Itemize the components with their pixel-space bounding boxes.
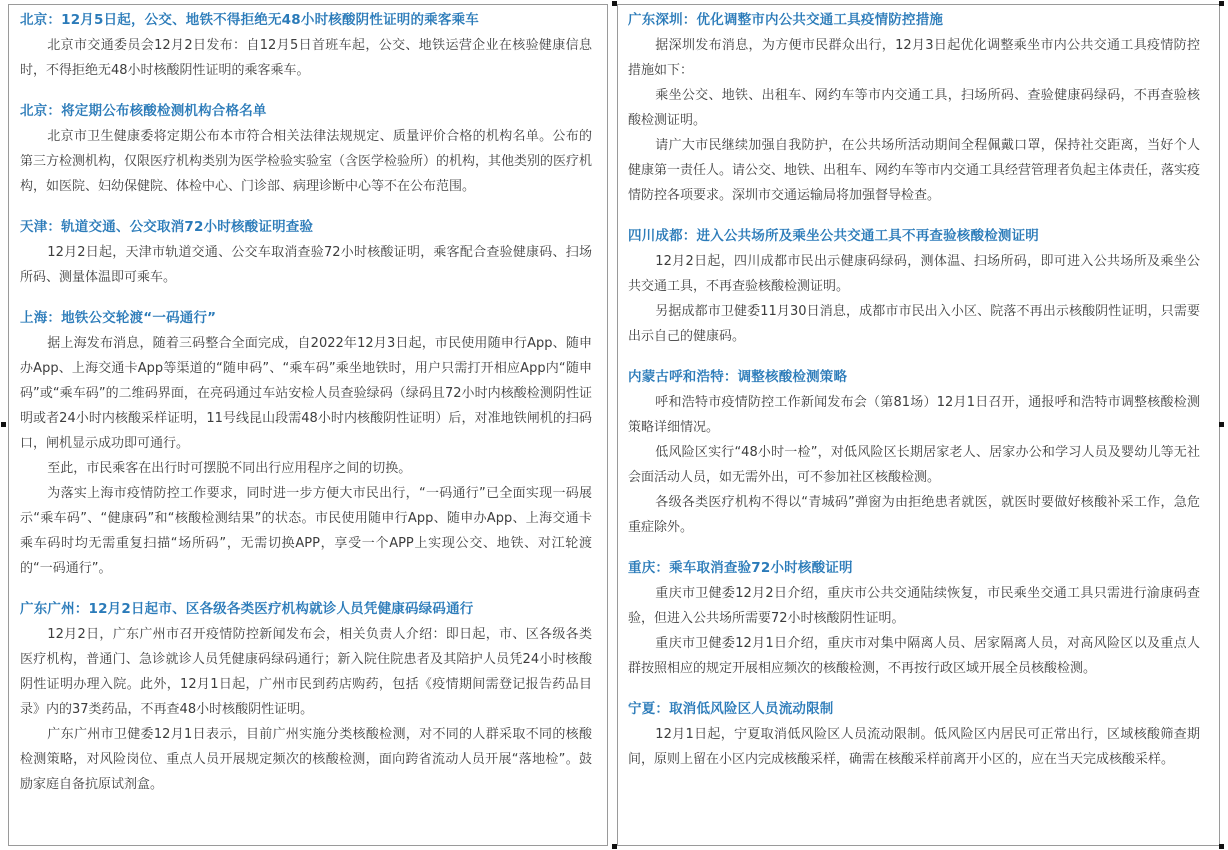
news-section-shanghai [20,308,592,581]
section-paragraph: 据上海发布消息，随着三码整合全面完成，自2022年12月3日起，市民使用随申行App、随申办App、上海交通卡App等渠道的“随申码”、“乘车码”乘坐地铁时，用户只需打开相应App内“随申码”或“乘车码”的二维码界面，在亮码通过车站安检人员查验绿码（绿码且72小时内核酸检测阴性证明或者24小时内核酸采样证明，11号线昆山段需48小时内核酸阴性证明）后，对准地铁闸机的扫码口，闸机显示成功即可通行。 [20,336,592,451]
selection-handle-mid-left[interactable] [1,422,6,427]
section-heading: 宁夏：取消低风险区人员流动限制 [628,701,834,717]
section-paragraph: 北京市卫生健康委将定期公布本市符合相关法律法规规定、质量评价合格的机构名单。公布的第三方检测机构，仅限医疗机构类别为医学检验实验室（含医学检验所）的机构，其他类别的医疗机构，如医院、妇幼保健院、体检中心、门诊部、病理诊断中心等不在公布范围。 [20,129,593,194]
news-section-beijing-transit [20,10,592,83]
section-paragraph: 另据成都市卫健委11月30日消息，成都市市民出入小区、院落不再出示核酸阴性证明，只需要出示自己的健康码。 [628,304,1200,344]
section-paragraph: 请广大市民继续加强自我防护，在公共场所活动期间全程佩戴口罩，保持社交距离，当好个人健康第一责任人。请公交、地铁、出租车、网约车等市内交通工具经营管理者负起主体责任，落实疫情防控各项要求。深圳市交通运输局将加强督导检查。 [628,138,1201,203]
section-paragraph: 各级各类医疗机构不得以“青城码”弹窗为由拒绝患者就医，就医时要做好核酸补采工作，急危重症除外。 [628,495,1200,535]
section-paragraph: 12月2日起，四川成都市民出示健康码绿码，测体温、扫场所码，即可进入公共场所及乘坐公共交通工具，不再查验核酸检测证明。 [628,254,1200,294]
news-section-shenzhen [628,10,1200,208]
section-paragraph: 12月2日，广东广州市召开疫情防控新闻发布会，相关负责人介绍：即日起，市、区各级各类医疗机构，普通门、急诊就诊人员凭健康码绿码通行；新入院住院患者及其陪护人员凭24小时核酸阴性证明办理入院。此外，12月1日起，广州市民到药店购药，包括《疫情期间需登记报告药品目录》内的37类药品，不再查48小时核酸阴性证明。 [20,627,592,717]
section-paragraph: 乘坐公交、地铁、出租车、网约车等市内交通工具，扫场所码、查验健康码绿码，不再查验核酸检测证明。 [628,88,1200,128]
section-heading: 重庆：乘车取消查验72小时核酸证明 [628,560,853,576]
left-column [20,10,592,815]
section-paragraph: 重庆市卫健委12月1日介绍，重庆市对集中隔离人员、居家隔离人员，对高风险区以及重点人群按照相应的规定开展相应频次的核酸检测，不再按行政区域开展全员核酸检测。 [628,636,1200,676]
news-section-beijing-labs [20,101,592,199]
section-paragraph: 呼和浩特市疫情防控工作新闻发布会（第81场）12月1日召开，通报呼和浩特市调整核酸检测策略详细情况。 [628,395,1200,435]
news-section-hohhot [628,367,1200,540]
news-section-chongqing [628,558,1200,681]
section-heading: 广东广州：12月2日起市、区各级各类医疗机构就诊人员凭健康码绿码通行 [20,601,474,617]
selection-handle-bottom-left[interactable] [612,844,617,849]
section-paragraph: 为落实上海市疫情防控工作要求，同时进一步方便大市民出行，“一码通行”已全面实现一码展示“乘车码”、“健康码”和“核酸检测结果”的状态。市民使用随申行App、随申办App、上海交通卡乘车码时均无需重复扫描“场所码”，无需切换APP，享受一个APP上实现公交、地铁、对江轮渡的“一码通行”。 [20,486,592,576]
section-paragraph: 北京市交通委员会12月2日发布：自12月5日首班车起，公交、地铁运营企业在核验健康信息时，不得拒绝无48小时核酸阴性证明的乘客乘车。 [20,38,592,78]
selection-handle-top-left[interactable] [612,1,617,6]
news-section-ningxia [628,699,1200,772]
news-section-chengdu [628,226,1200,349]
section-heading: 四川成都：进入公共场所及乘坐公共交通工具不再查验核酸检测证明 [628,228,1039,244]
section-paragraph: 至此，市民乘客在出行时可摆脱不同出行应用程序之间的切换。 [47,461,412,476]
right-column [628,10,1200,790]
section-heading: 北京：12月5日起，公交、地铁不得拒绝无48小时核酸阴性证明的乘客乘车 [20,12,479,28]
section-paragraph: 12月2日起，天津市轨道交通、公交车取消查验72小时核酸证明，乘客配合查验健康码、扫场所码、测量体温即可乘车。 [20,245,592,285]
section-paragraph: 重庆市卫健委12月2日介绍，重庆市公共交通陆续恢复，市民乘坐交通工具只需进行渝康码查验，但进入公共场所需要72小时核酸阴性证明。 [628,586,1200,626]
selection-handle-top-right[interactable] [1219,1,1224,6]
section-paragraph: 广东广州市卫健委12月1日表示，目前广州实施分类核酸检测，对不同的人群采取不同的核酸检测策略，对风险岗位、重点人员开展规定频次的核酸检测，面向跨省流动人员开展“落地检”。鼓励家庭自备抗原试剂盒。 [20,727,592,792]
section-heading: 广东深圳：优化调整市内公共交通工具疫情防控措施 [628,12,944,28]
news-section-tianjin [20,217,592,290]
section-paragraph: 低风险区实行“48小时一检”，对低风险区长期居家老人、居家办公和学习人员及婴幼儿等无社会面活动人员，如无需外出，可不参加社区核酸检测。 [628,445,1200,485]
news-section-guangzhou [20,599,592,797]
section-paragraph: 据深圳发布消息，为方便市民群众出行，12月3日起优化调整乘坐市内公共交通工具疫情防控措施如下： [628,38,1200,78]
selection-handle-bottom-right[interactable] [1219,844,1224,849]
section-heading: 上海：地铁公交轮渡“一码通行” [20,310,217,326]
selection-handle-mid-right[interactable] [1219,422,1224,427]
section-heading: 天津：轨道交通、公交取消72小时核酸证明查验 [20,219,314,235]
section-paragraph: 12月1日起，宁夏取消低风险区人员流动限制。低风险区内居民可正常出行，区域核酸筛查期间，原则上留在小区内完成核酸采样，确需在核酸采样前离开小区的，应在当天完成核酸采样。 [628,727,1200,767]
section-heading: 北京：将定期公布核酸检测机构合格名单 [20,103,267,119]
section-heading: 内蒙古呼和浩特：调整核酸检测策略 [628,369,848,385]
